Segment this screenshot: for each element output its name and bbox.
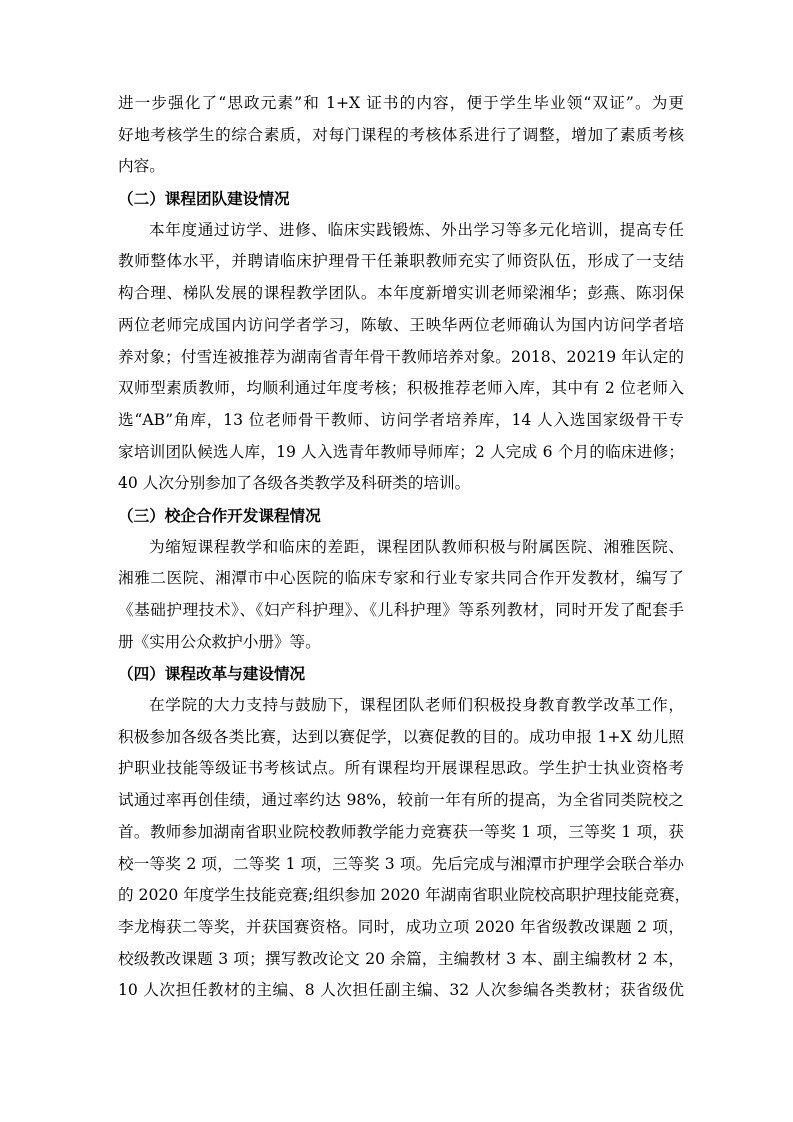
text-line: 积极参加各级各类比赛，达到以赛促学，以赛促教的目的。成功申报 1+X 幼儿照 (118, 727, 684, 746)
text-line: 首。教师参加湖南省职业院校教师教学能力竞赛获一等奖 1 项，三等奖 1 项，获 (118, 822, 684, 841)
document-body (118, 88, 691, 1007)
text-line: 选“AB”角库，13 位老师骨干教师、访问学者培养库，14 人入选国家级骨干专 (118, 410, 684, 429)
text-line: 双师型素质教师，均顺利通过年度考核；积极推荐老师入库，其中有 2 位老师入 (118, 379, 684, 398)
text-line: 进一步强化了“思政元素”和 1+X 证书的内容，便于学生毕业领“双证”。为更 (118, 94, 684, 112)
text-line: 册《实用公众救护小册》等。 (118, 632, 321, 651)
intro-paragraph (118, 88, 684, 183)
text-line: 校级教改课题 3 项；撰写教改论文 20 余篇，主编教材 3 本、副主编教材 2 本， (118, 949, 684, 968)
reform-paragraph (118, 690, 691, 1007)
text-line: 内容。 (118, 157, 165, 176)
text-line: 的 2020 年度学生技能竞赛;组织参加 2020 年湖南省职业院校高职护理技能竞赛， (118, 886, 691, 905)
text-line: 校一等奖 2 项，二等奖 1 项，三等奖 3 项。先后完成与湘潭市护理学会联合举办 (118, 854, 684, 873)
cooperation-paragraph (118, 532, 684, 659)
text-line: 《基础护理技术》、《妇产科护理》、《儿科护理》等系列教材，同时开发了配套手 (118, 601, 684, 619)
text-line: 家培训团队候选人库，19 人入选青年教师导师库；2 人完成 6 个月的临床进修； (118, 442, 684, 461)
text-line: 好地考核学生的综合素质，对每门课程的考核体系进行了调整，增加了素质考核 (118, 125, 684, 144)
text-line: 在学院的大力支持与鼓励下，课程团队老师们积极投身教育教学改革工作， (149, 696, 684, 715)
text-line: 护职业技能等级证书考核试点。所有课程均开展课程思政。学生护士执业资格考 (118, 759, 684, 778)
section-heading-reform: （四）课程改革与建设情况 (118, 664, 306, 684)
text-line: 构合理、梯队发展的课程教学团队。本年度新增实训老师梁湘华；彭燕、陈羽保 (118, 284, 684, 303)
text-line: 湘雅二医院、湘潭市中心医院的临床专家和行业专家共同合作开发教材，编写了 (118, 569, 684, 588)
text-line: 为缩短课程教学和临床的差距，课程团队教师积极与附属医院、湘雅医院、 (149, 537, 684, 556)
text-line: 养对象；付雪连被推荐为湖南省青年骨干教师培养对象。2018、20219 年认定的 (118, 347, 684, 366)
text-line: 本年度通过访学、进修、临床实践锻炼、外出学习等多元化培训，提高专任 (149, 220, 684, 239)
text-line: 两位老师完成国内访问学者学习，陈敏、王映华两位老师确认为国内访问学者培 (118, 315, 684, 334)
section-heading-team: （二）课程团队建设情况 (118, 189, 290, 209)
text-line: 试通过率再创佳绩，通过率约达 98%，较前一年有所的提高，为全省同类院校之 (118, 791, 684, 810)
text-line: 李龙梅获二等奖，并获国赛资格。同时，成功立项 2020 年省级教改课题 2 项， (118, 917, 684, 936)
text-line: 教师整体水平，并聘请临床护理骨干任兼职教师充实了师资队伍，形成了一支结 (118, 252, 684, 271)
team-paragraph (118, 215, 684, 500)
section-heading-cooperation: （三）校企合作开发课程情况 (118, 505, 321, 525)
text-line: 40 人次分别参加了各级各类教学及科研类的培训。 (118, 474, 471, 493)
text-line: 10 人次担任教材的主编、8 人次担任副主编、32 人次参编各类教材；获省级优 (118, 981, 684, 1000)
